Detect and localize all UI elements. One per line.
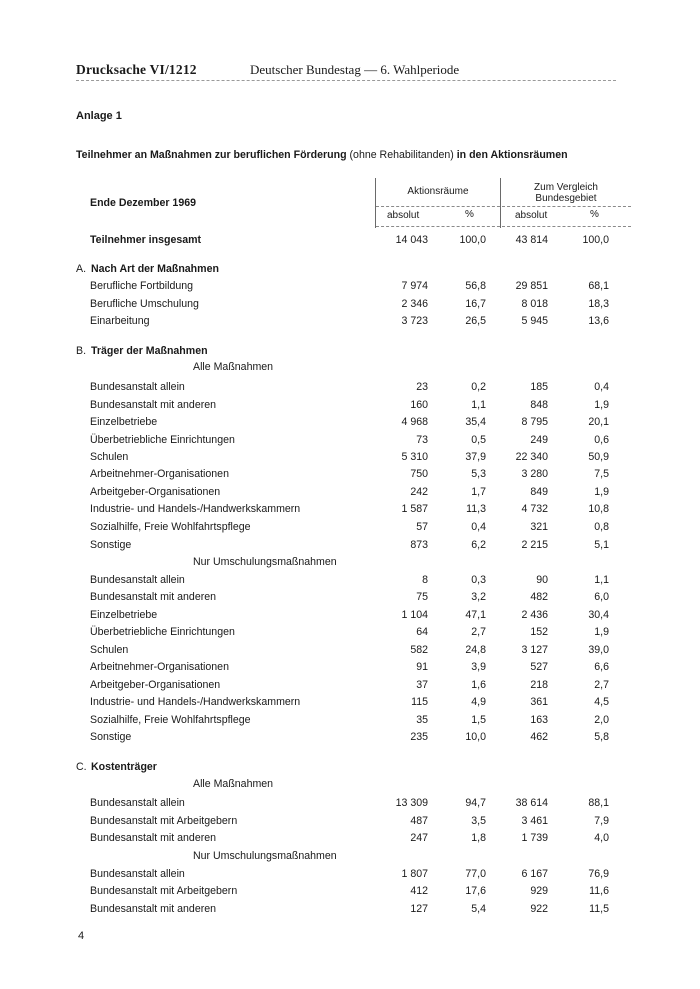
page-number: 4 — [78, 930, 85, 942]
cell-bund-absolut: 29 851 — [515, 280, 548, 292]
cell-bund-pct: 20,1 — [588, 416, 609, 428]
page-header — [76, 62, 636, 82]
cell-bund-absolut: 185 — [530, 381, 548, 393]
row-label: Arbeitgeber-Organisationen — [90, 486, 221, 498]
cell-bund-absolut: 3 127 — [521, 644, 548, 656]
row-label: Bundesanstalt mit anderen — [90, 903, 217, 915]
table-row — [0, 468, 700, 485]
cell-aktion-absolut: 160 — [410, 399, 428, 411]
cell-aktion-pct: 77,0 — [465, 868, 486, 880]
cell-bund-absolut: 8 018 — [521, 298, 548, 310]
row-label: Arbeitgeber-Organisationen — [90, 679, 221, 691]
section-title: Träger der Maßnahmen — [91, 345, 208, 357]
cell-bund-pct: 0,6 — [594, 434, 609, 446]
cell-bund-pct: 76,9 — [588, 868, 609, 880]
section-letter: C. — [76, 761, 87, 773]
title-normal: (ohne Rehabilitanden) — [346, 149, 457, 161]
table-row — [0, 644, 700, 661]
row-label: Teilnehmer insgesamt — [90, 234, 202, 246]
cell-bund-pct: 13,6 — [588, 315, 609, 327]
col-absolut-2: absolut — [515, 210, 548, 221]
date-label: Ende Dezember 1969 — [90, 197, 196, 209]
cell-aktion-pct: 56,8 — [465, 280, 486, 292]
row-label: Sonstige — [90, 731, 132, 743]
cell-aktion-pct: 100,0 — [459, 234, 486, 246]
section-label — [76, 345, 208, 357]
cell-bund-absolut: 361 — [530, 696, 548, 708]
table-row — [0, 381, 700, 398]
table-row — [0, 885, 700, 902]
row-label: Bundesanstalt mit anderen — [90, 591, 217, 603]
cell-bund-absolut: 1 739 — [521, 832, 548, 844]
cell-aktion-absolut: 873 — [410, 539, 428, 551]
cell-bund-absolut: 152 — [530, 626, 548, 638]
cell-aktion-absolut: 1 807 — [401, 868, 428, 880]
doc-number: Drucksache VI/1212 — [76, 62, 197, 77]
cell-aktion-pct: 26,5 — [465, 315, 486, 327]
row-label: Sozialhilfe, Freie Wohlfahrtspflege — [90, 714, 251, 726]
table-row — [0, 451, 700, 468]
cell-aktion-absolut: 235 — [410, 731, 428, 743]
cell-aktion-absolut: 247 — [410, 832, 428, 844]
table-row — [0, 503, 700, 520]
cell-bund-absolut: 38 614 — [515, 797, 548, 809]
cell-bund-pct: 39,0 — [588, 644, 609, 656]
cell-bund-absolut: 321 — [530, 521, 548, 533]
cell-aktion-pct: 1,8 — [471, 832, 486, 844]
title-bold-1: Teilnehmer an Maßnahmen zur beruflichen Förderung — [76, 149, 347, 161]
cell-aktion-absolut: 487 — [410, 815, 428, 827]
cell-aktion-pct: 10,0 — [465, 731, 486, 743]
table-row — [0, 832, 700, 849]
subgroup-label: Nur Umschulungsmaßnahmen — [193, 556, 337, 568]
row-label: Bundesanstalt mit anderen — [90, 832, 217, 844]
cell-aktion-pct: 4,9 — [471, 696, 486, 708]
cell-bund-pct: 11,6 — [589, 885, 609, 897]
subgroup-label: Alle Maßnahmen — [193, 778, 274, 790]
subgroup-row — [0, 556, 700, 573]
table-row — [0, 399, 700, 416]
cell-aktion-absolut: 115 — [411, 696, 428, 708]
subgroup-label: Alle Maßnahmen — [193, 361, 274, 373]
table-row — [0, 521, 700, 538]
table-row — [0, 815, 700, 832]
cell-bund-absolut: 218 — [530, 679, 548, 691]
cell-bund-pct: 1,9 — [594, 486, 609, 498]
row-label: Einzelbetriebe — [90, 609, 158, 621]
cell-bund-pct: 88,1 — [588, 797, 609, 809]
cell-bund-pct: 6,6 — [594, 661, 609, 673]
cell-aktion-absolut: 35 — [416, 714, 428, 726]
cell-aktion-pct: 1,6 — [471, 679, 486, 691]
table-row — [0, 434, 700, 451]
cell-bund-absolut: 929 — [530, 885, 548, 897]
cell-bund-pct: 7,5 — [594, 468, 609, 480]
cell-aktion-pct: 11,3 — [466, 503, 486, 515]
row-label: Bundesanstalt allein — [90, 574, 185, 586]
section-row — [0, 345, 700, 362]
head-rule-lower — [376, 226, 631, 227]
col-pct-1: % — [465, 209, 474, 220]
title-bold-2: in den Aktionsräumen — [456, 149, 568, 161]
cell-aktion-pct: 5,3 — [471, 468, 486, 480]
row-label: Industrie- und Handels-/Handwerkskammern — [90, 696, 301, 708]
col-pct-2: % — [590, 209, 599, 220]
section-label — [76, 761, 157, 773]
cell-aktion-pct: 47,1 — [465, 609, 486, 621]
cell-bund-absolut: 6 167 — [521, 868, 548, 880]
cell-bund-pct: 7,9 — [594, 815, 609, 827]
row-label: Überbetriebliche Einrichtungen — [90, 434, 235, 446]
cell-bund-absolut: 8 795 — [521, 416, 548, 428]
cell-bund-absolut: 4 732 — [521, 503, 548, 515]
cell-bund-absolut: 5 945 — [521, 315, 548, 327]
cell-aktion-absolut: 14 043 — [395, 234, 428, 246]
cell-aktion-absolut: 23 — [416, 381, 428, 393]
subgroup-row — [0, 778, 700, 795]
section-title: Nach Art der Maßnahmen — [91, 263, 219, 275]
row-label: Überbetriebliche Einrichtungen — [90, 626, 235, 638]
cell-aktion-absolut: 242 — [410, 486, 428, 498]
cell-aktion-pct: 3,2 — [471, 591, 486, 603]
table-row — [0, 696, 700, 713]
cell-bund-absolut: 163 — [530, 714, 548, 726]
cell-aktion-absolut: 5 310 — [401, 451, 428, 463]
cell-bund-pct: 1,9 — [594, 399, 609, 411]
table-row — [0, 539, 700, 556]
cell-aktion-absolut: 8 — [422, 574, 428, 586]
row-label: Sonstige — [90, 539, 132, 551]
head-rule-upper — [376, 206, 631, 207]
cell-aktion-absolut: 73 — [416, 434, 428, 446]
section-title: Kostenträger — [91, 761, 157, 773]
cell-bund-absolut: 3 280 — [521, 468, 548, 480]
subgroup-row — [0, 361, 700, 378]
table-row — [0, 416, 700, 433]
cell-bund-pct: 10,8 — [588, 503, 609, 515]
cell-aktion-absolut: 13 309 — [395, 797, 428, 809]
cell-aktion-pct: 3,9 — [471, 661, 486, 673]
cell-aktion-pct: 0,2 — [471, 381, 486, 393]
cell-bund-absolut: 527 — [530, 661, 548, 673]
row-label: Bundesanstalt allein — [90, 381, 185, 393]
cell-bund-absolut: 922 — [530, 903, 548, 915]
cell-bund-absolut: 2 215 — [521, 539, 548, 551]
cell-aktion-absolut: 412 — [410, 885, 428, 897]
cell-bund-absolut: 482 — [530, 591, 548, 603]
row-label: Industrie- und Handels-/Handwerkskammern — [90, 503, 301, 515]
cell-aktion-absolut: 750 — [410, 468, 428, 480]
cell-bund-pct: 0,4 — [594, 381, 609, 393]
row-label: Einarbeitung — [90, 315, 150, 327]
cell-bund-absolut: 848 — [530, 399, 548, 411]
cell-bund-pct: 11,5 — [589, 903, 609, 915]
row-label: Berufliche Fortbildung — [90, 280, 194, 292]
cell-bund-absolut: 3 461 — [521, 815, 548, 827]
group-bundesgebiet-line2: Bundesgebiet — [535, 193, 597, 204]
cell-aktion-absolut: 7 974 — [401, 280, 428, 292]
header-rule — [76, 80, 616, 81]
section-label — [76, 263, 219, 275]
section-letter: A. — [76, 263, 87, 275]
cell-bund-pct: 50,9 — [588, 451, 609, 463]
subgroup-label: Nur Umschulungsmaßnahmen — [193, 850, 337, 862]
row-label: Schulen — [90, 451, 129, 463]
cell-aktion-absolut: 91 — [416, 661, 428, 673]
cell-aktion-pct: 94,7 — [465, 797, 486, 809]
cell-aktion-absolut: 4 968 — [401, 416, 428, 428]
row-label: Berufliche Umschulung — [90, 298, 199, 310]
group-bundesgebiet-line1: Zum Vergleich — [534, 182, 598, 193]
parliament-line: Deutscher Bundestag — 6. Wahlperiode — [250, 62, 460, 77]
cell-aktion-absolut: 127 — [410, 903, 428, 915]
table-row — [0, 609, 700, 626]
table-row — [0, 731, 700, 748]
table-row — [0, 679, 700, 696]
cell-bund-absolut: 2 436 — [521, 609, 548, 621]
table-row — [0, 626, 700, 643]
cell-aktion-absolut: 57 — [416, 521, 428, 533]
table-row — [0, 903, 700, 920]
table-row — [0, 234, 700, 251]
cell-aktion-pct: 1,5 — [471, 714, 486, 726]
row-label: Sozialhilfe, Freie Wohlfahrtspflege — [90, 521, 251, 533]
cell-bund-absolut: 462 — [530, 731, 548, 743]
table-row — [0, 661, 700, 678]
section-letter: B. — [76, 345, 87, 357]
row-label: Arbeitnehmer-Organisationen — [90, 661, 229, 673]
row-label: Arbeitnehmer-Organisationen — [90, 468, 229, 480]
cell-bund-pct: 4,0 — [594, 832, 609, 844]
cell-bund-absolut: 249 — [530, 434, 548, 446]
cell-aktion-pct: 3,5 — [471, 815, 486, 827]
row-label: Bundesanstalt mit Arbeitgebern — [90, 815, 238, 827]
cell-aktion-pct: 24,8 — [465, 644, 486, 656]
cell-aktion-pct: 2,7 — [471, 626, 486, 638]
cell-aktion-pct: 0,4 — [471, 521, 486, 533]
cell-aktion-pct: 1,1 — [471, 399, 486, 411]
cell-bund-pct: 68,1 — [588, 280, 609, 292]
cell-aktion-absolut: 1 104 — [401, 609, 428, 621]
cell-aktion-pct: 35,4 — [465, 416, 486, 428]
cell-bund-pct: 2,0 — [594, 714, 609, 726]
cell-aktion-absolut: 1 587 — [401, 503, 428, 515]
cell-bund-pct: 2,7 — [594, 679, 609, 691]
cell-aktion-pct: 16,7 — [465, 298, 486, 310]
cell-aktion-pct: 0,3 — [471, 574, 486, 586]
cell-bund-pct: 0,8 — [594, 521, 609, 533]
table-row — [0, 868, 700, 885]
cell-aktion-absolut: 64 — [416, 626, 428, 638]
cell-bund-absolut: 43 814 — [515, 234, 548, 246]
group-aktionsraeume: Aktionsräume — [407, 186, 469, 197]
cell-aktion-pct: 17,6 — [465, 885, 486, 897]
row-label: Bundesanstalt mit Arbeitgebern — [90, 885, 238, 897]
table-row — [0, 574, 700, 591]
row-label: Schulen — [90, 644, 129, 656]
row-label: Bundesanstalt allein — [90, 797, 185, 809]
table-row — [0, 591, 700, 608]
table-row — [0, 315, 700, 332]
table-row — [0, 486, 700, 503]
cell-bund-pct: 4,5 — [594, 696, 609, 708]
section-row — [0, 263, 700, 280]
cell-aktion-pct: 1,7 — [471, 486, 486, 498]
cell-bund-pct: 30,4 — [588, 609, 609, 621]
table-row — [0, 714, 700, 731]
cell-bund-pct: 1,9 — [594, 626, 609, 638]
cell-bund-pct: 100,0 — [582, 234, 609, 246]
cell-aktion-pct: 0,5 — [471, 434, 486, 446]
cell-aktion-absolut: 37 — [416, 679, 428, 691]
cell-aktion-absolut: 3 723 — [401, 315, 428, 327]
table-title — [76, 149, 568, 161]
cell-aktion-absolut: 75 — [416, 591, 428, 603]
cell-bund-absolut: 849 — [530, 486, 548, 498]
cell-bund-absolut: 90 — [536, 574, 548, 586]
table-row — [0, 298, 700, 315]
cell-aktion-absolut: 2 346 — [401, 298, 428, 310]
cell-bund-pct: 5,8 — [594, 731, 609, 743]
cell-aktion-pct: 5,4 — [471, 903, 486, 915]
subgroup-row — [0, 850, 700, 867]
row-label: Bundesanstalt mit anderen — [90, 399, 217, 411]
col-absolut-1: absolut — [387, 210, 420, 221]
cell-bund-pct: 6,0 — [594, 591, 609, 603]
cell-aktion-pct: 6,2 — [471, 539, 486, 551]
cell-aktion-pct: 37,9 — [465, 451, 486, 463]
cell-bund-pct: 18,3 — [588, 298, 609, 310]
section-row — [0, 761, 700, 778]
row-label: Bundesanstalt allein — [90, 868, 185, 880]
table-row — [0, 797, 700, 814]
anlage-label: Anlage 1 — [76, 110, 122, 122]
cell-bund-pct: 1,1 — [594, 574, 609, 586]
cell-bund-pct: 5,1 — [594, 539, 609, 551]
cell-aktion-absolut: 582 — [410, 644, 428, 656]
table-row — [0, 280, 700, 297]
row-label: Einzelbetriebe — [90, 416, 158, 428]
cell-bund-absolut: 22 340 — [515, 451, 548, 463]
